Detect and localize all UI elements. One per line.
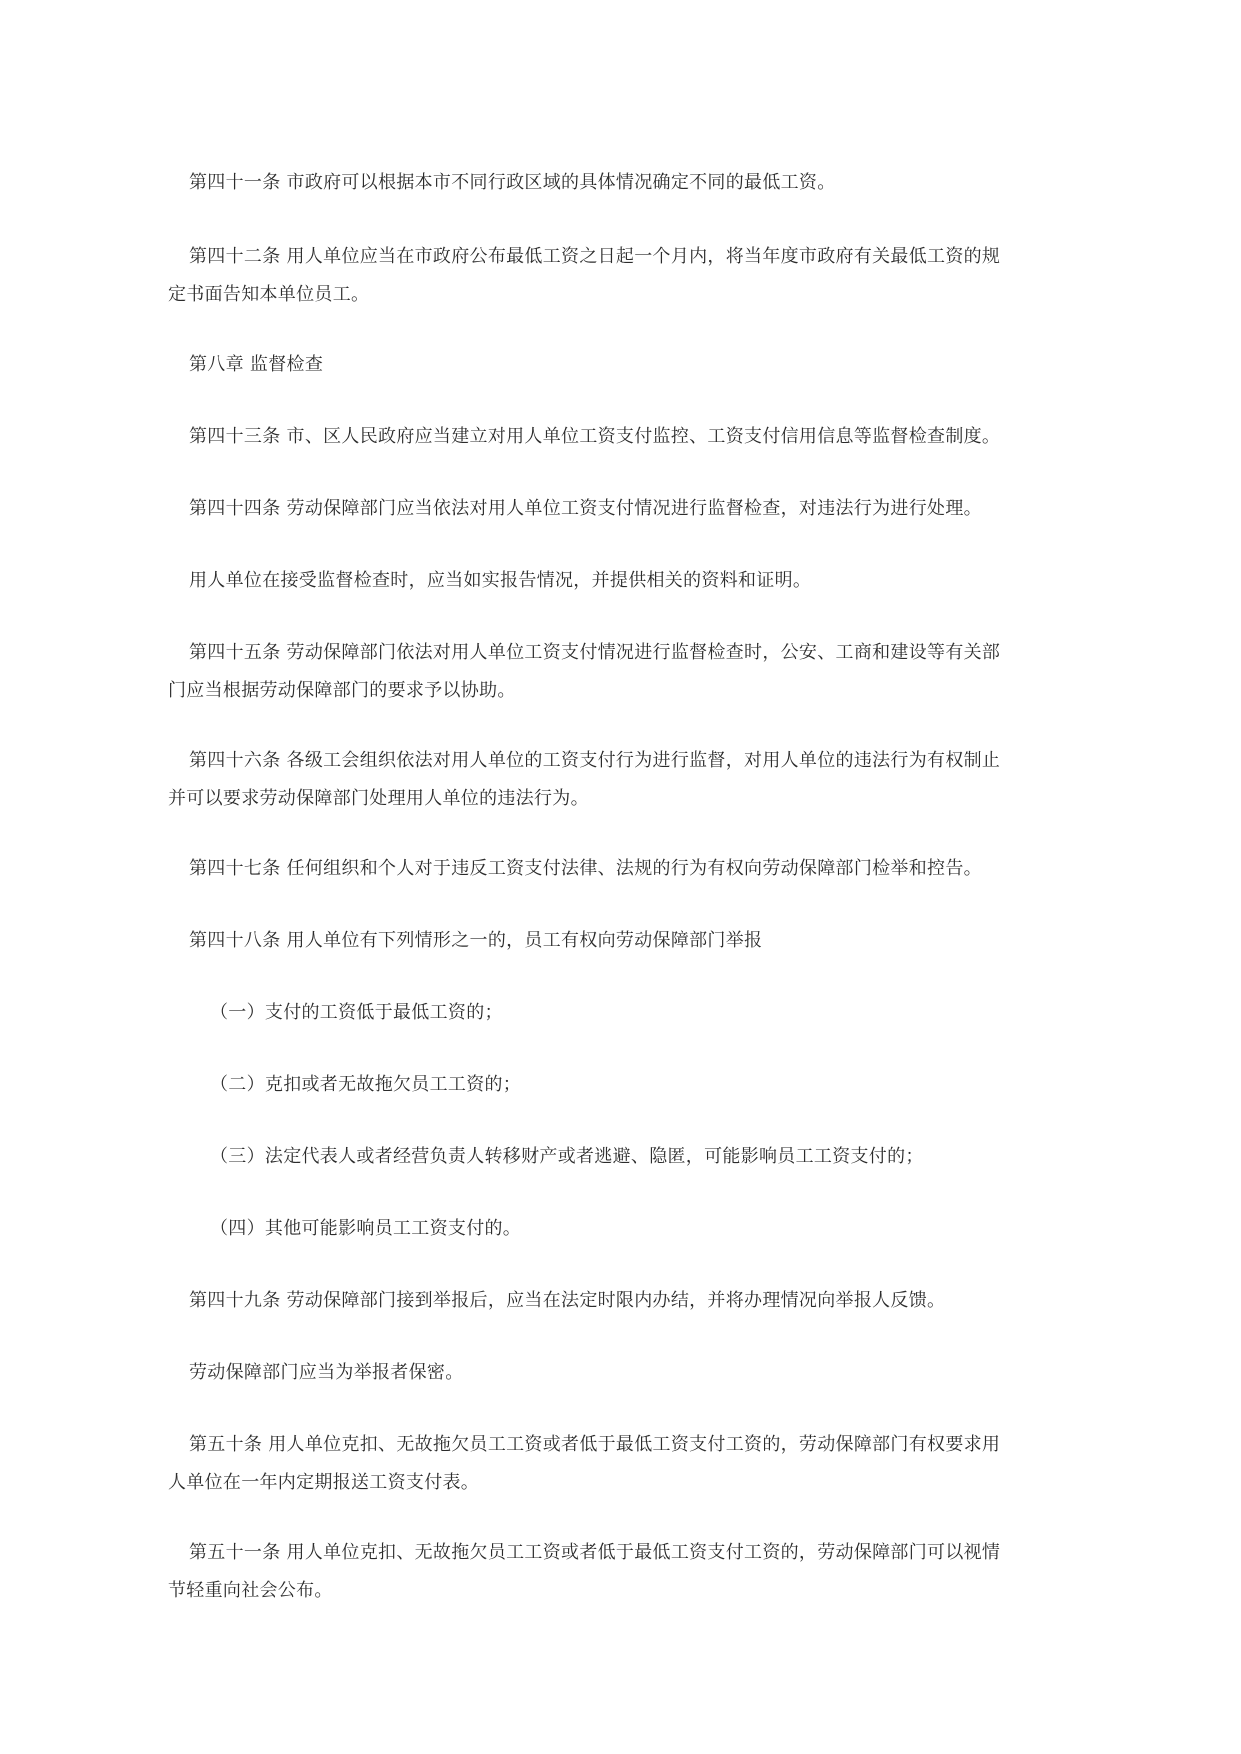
article-44: 第四十四条 劳动保障部门应当依法对用人单位工资支付情况进行监督检查，对违法行为进行处理。: [189, 498, 982, 519]
article-43: 第四十三条 市、区人民政府应当建立对用人单位工资支付监控、工资支付信用信息等监督检查制度。: [189, 426, 1001, 447]
article-48-item-4: （四）其他可能影响员工工资支付的。: [210, 1218, 522, 1239]
article-48-item-1: （一）支付的工资低于最低工资的；: [210, 1002, 503, 1023]
article-45: 第四十五条 劳动保障部门依法对用人单位工资支付情况进行监督检查时，公安、工商和建设等有关部 门应当根据劳动保障部门的要求予以协助。: [168, 642, 1001, 701]
article-41: 第四十一条 市政府可以根据本市不同行政区域的具体情况确定不同的最低工资。: [189, 172, 836, 193]
article-51: 第五十一条 用人单位克扣、无故拖欠员工工资或者低于最低工资支付工资的，劳动保障部门可以视情 节轻重向社会公布。: [168, 1542, 1001, 1601]
article-46: 第四十六条 各级工会组织依法对用人单位的工资支付行为进行监督，对用人单位的违法行为有权制止 并可以要求劳动保障部门处理用人单位的违法行为。: [168, 750, 1001, 809]
article-50: 第五十条 用人单位克扣、无故拖欠员工工资或者低于最低工资支付工资的，劳动保障部门有权要求用 人单位在一年内定期报送工资支付表。: [168, 1434, 1001, 1493]
article-42: 第四十二条 用人单位应当在市政府公布最低工资之日起一个月内，将当年度市政府有关最低工资的规 定书面告知本单位员工。: [168, 246, 1001, 305]
article-48-item-2: （二）克扣或者无故拖欠员工工资的；: [210, 1074, 522, 1095]
article-48-item-3: （三）法定代表人或者经营负责人转移财产或者逃避、隐匿，可能影响员工工资支付的；: [210, 1146, 924, 1167]
article-44-paragraph-2: 用人单位在接受监督检查时，应当如实报告情况，并提供相关的资料和证明。: [189, 570, 812, 591]
article-49: 第四十九条 劳动保障部门接到举报后，应当在法定时限内办结，并将办理情况向举报人反馈。: [189, 1290, 946, 1311]
article-47: 第四十七条 任何组织和个人对于违反工资支付法律、法规的行为有权向劳动保障部门检举和控告。: [189, 858, 982, 879]
article-49-paragraph-2: 劳动保障部门应当为举报者保密。: [189, 1362, 464, 1383]
article-48: 第四十八条 用人单位有下列情形之一的，员工有权向劳动保障部门举报: [189, 930, 763, 951]
chapter-8-heading: 第八章 监督检查: [189, 354, 324, 375]
